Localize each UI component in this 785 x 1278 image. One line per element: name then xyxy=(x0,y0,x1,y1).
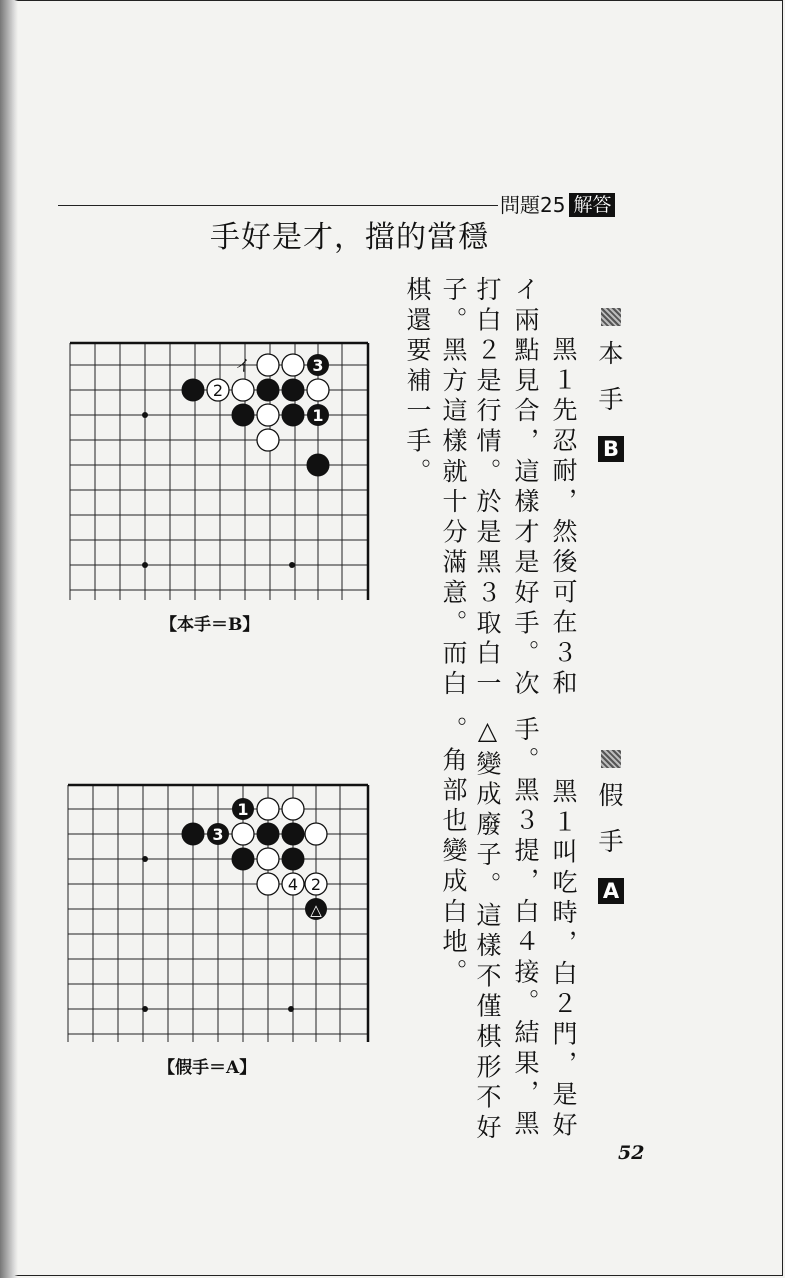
text-column: 黑１先忍耐，然後可在３和 xyxy=(549,336,578,700)
book-spine-shadow xyxy=(0,0,18,1278)
heading-char: 假 xyxy=(598,781,624,810)
go-board-b xyxy=(60,335,380,610)
heading-char: 手 xyxy=(598,385,624,414)
heading-box: A xyxy=(598,878,624,904)
board-caption-b: 【本手＝B】 xyxy=(160,615,260,635)
board-label-4: 4 xyxy=(287,875,299,894)
board-label-i: イ xyxy=(234,356,252,375)
heading-marker-icon xyxy=(601,308,621,326)
section-b-heading xyxy=(596,308,626,462)
text-column: 棋還要補一手。 xyxy=(403,276,432,489)
board-label-3: 3 xyxy=(312,356,324,375)
heading-box: B xyxy=(598,436,624,462)
board-caption-a: 【假手＝A】 xyxy=(158,1058,257,1078)
board-label-1: 1 xyxy=(237,800,249,819)
text-column: イ兩點見合，這樣才是好手。次 xyxy=(511,276,540,701)
text-column: 手。黑３提，白４接。結果，黑 xyxy=(511,716,540,1141)
heading-char: 本 xyxy=(598,339,624,368)
header-rule xyxy=(58,205,498,206)
answer-tag: 解答 xyxy=(569,193,615,217)
text-column: △變成廢子。這樣不僅棋形不好 xyxy=(473,716,502,1145)
text-column: 子。黑方這樣就十分滿意。而白 xyxy=(439,276,468,701)
problem-label: 問題25 xyxy=(500,193,566,217)
board-label-2: 2 xyxy=(310,875,322,894)
page-number: 52 xyxy=(618,1142,645,1164)
go-board-a xyxy=(58,780,378,1050)
board-label-3: 3 xyxy=(212,825,224,844)
page-title: 手好是才，擋的當穩 xyxy=(210,220,489,255)
heading-marker-icon xyxy=(601,750,621,768)
text-column: 打白２是行情。於是黑３取白一 xyxy=(473,276,502,701)
problem-header xyxy=(500,192,615,218)
text-column: 。角部也變成白地。 xyxy=(439,716,468,989)
board-label-1: 1 xyxy=(312,406,324,425)
board-label-2: 2 xyxy=(212,381,224,400)
heading-char: 手 xyxy=(598,827,624,856)
board-triangle-mark: △ xyxy=(310,901,322,919)
section-a-heading xyxy=(596,750,626,904)
text-column: 黑１叫吃時，白２門，是好 xyxy=(549,778,578,1142)
